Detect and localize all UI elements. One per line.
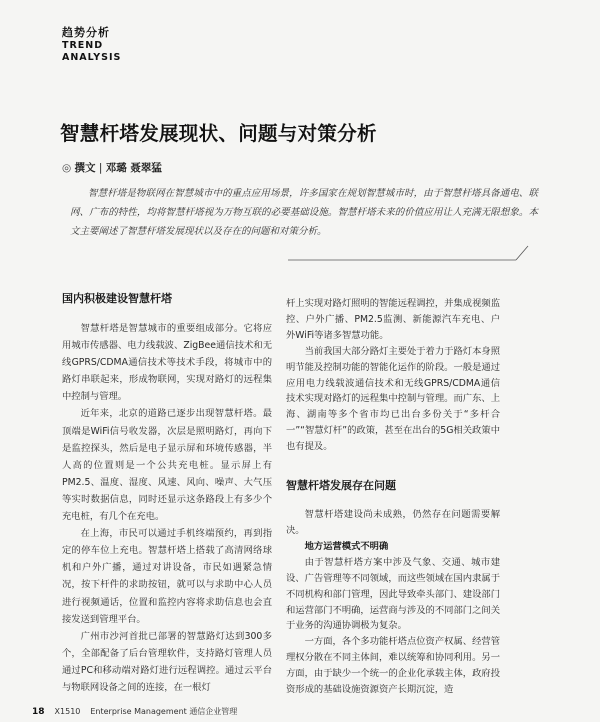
section-label-cn: 趋势分析 (62, 26, 110, 39)
paragraph: 在上海，市民可以通过手机终端预约，再到指定的停车位上充电。智慧杆塔上搭载了高清网络球机和户外广播，通过对讲设备，市民如遇紧急情况，按下杆件的求助按钮，就可以与求助中心人员进行视频通话，位置和监控内容将求助信息也会直接发送到管理平台。 (62, 528, 272, 625)
subheading: 地方运营模式不明确 (304, 540, 389, 552)
byline-separator: | (98, 162, 103, 174)
issue-number: X1510 (54, 707, 81, 716)
paragraph: 广州市沙河首批已部署的智慧路灯达到300多个，全部配备了后台管理软件，支持路灯管理人员通过PC和移动端对路灯进行远程调控。通过云平台与物联网设备之间的连接，在一根灯 (62, 630, 272, 693)
byline-label: 撰文 (74, 162, 96, 174)
paragraph: 智慧杆塔是智慧城市的重要组成部分。它将应用城市传感器、电力线载波、ZigBee通信技术和无线GPRS/CDMA通信技术等技术手段，将城市中的路灯串联起来，形成物联网，实现对路灯的远程集中控制与管理。 (62, 323, 272, 403)
paragraph: 一方面，各个多功能杆塔点位资产权属、经营管理权分散在不同主体间，难以统筹和协同利用。另一方面，由于缺少一个统一的企业化承载主体，政府投资形成的基础设施资源资产长期沉淀，造 (286, 636, 500, 696)
byline (62, 160, 162, 175)
paragraph: 当前我国大部分路灯主要处于着力于路灯本身照明节能及控制功能的智能化运作的阶段。一般是通过应用电力线载波通信技术和无线GPRS/CDMA通信技术实现对路灯的远程集中控制与管理。而广东、上海、湖南等多个省市均已出台多份关于“多杆合一”“智慧灯杆”的政策，甚至在出台的5G相关政策中也有提及。 (286, 345, 500, 453)
section-header (62, 24, 121, 64)
page-number: 18 (32, 707, 45, 717)
paragraph: 智慧杆塔建设尚未成熟，仍然存在问题需要解决。 (286, 509, 500, 536)
section-label-en-1: TREND (62, 40, 104, 51)
section-label-en-2: ANALYSIS (62, 52, 122, 63)
byline-marker-icon: ◎ (62, 162, 72, 174)
right-column (286, 296, 500, 698)
magazine-name: Enterprise Management 通信企业管理 (90, 707, 238, 716)
paragraph: 杆上实现对路灯照明的智能远程调控，并集成视频监控、户外广播、PM2.5监测、新能源汽车充电、户外WiFi等诸多智慧功能。 (286, 298, 500, 341)
byline-authors: 邓璐 聂翠猛 (105, 162, 162, 174)
article-title: 智慧杆塔发展现状、问题与对策分析 (60, 122, 377, 145)
paragraph: 近年来，北京的道路已逐步出现智慧杆塔。最顶端是WiFi信号收发器，次层是照明路灯，再向下是监控探头，然后是电子显示屏和环境传感器，半人高的位置则是一个公共充电桩。显示屏上有PM2.5、温度、湿度、风速、风向、噪声、大气压等实时数据信息，同时还显示这条路段上有多少个充电桩，有几个在充电。 (62, 408, 272, 523)
section-heading: 国内积极建设智慧杆塔 (62, 292, 172, 305)
decorative-divider (288, 244, 530, 264)
abstract: 智慧杆塔是物联网在智慧城市中的重点应用场景，许多国家在规划智慧城市时，由于智慧杆塔具备通电、联网、广布的特性，均将智慧杆塔视为万物互联的必要基础设施。智慧杆塔未来的价值应用让人充满无限想象。本文主要阐述了智慧杆塔发展现状以及存在的问题和对策分析。 (70, 188, 538, 237)
page-footer (32, 706, 512, 717)
left-column (62, 290, 272, 696)
paragraph: 由于智慧杆塔方案中涉及气象、交通、城市建设、广告管理等不同领域，而这些领域在国内隶属于不同机构和部门管理，因此导致牵头部门、建设部门和运营部门不明确，运营商与涉及的不同部门之间关于业务的沟通协调极为复杂。 (286, 556, 500, 632)
section-heading: 智慧杆塔发展存在问题 (286, 479, 396, 493)
